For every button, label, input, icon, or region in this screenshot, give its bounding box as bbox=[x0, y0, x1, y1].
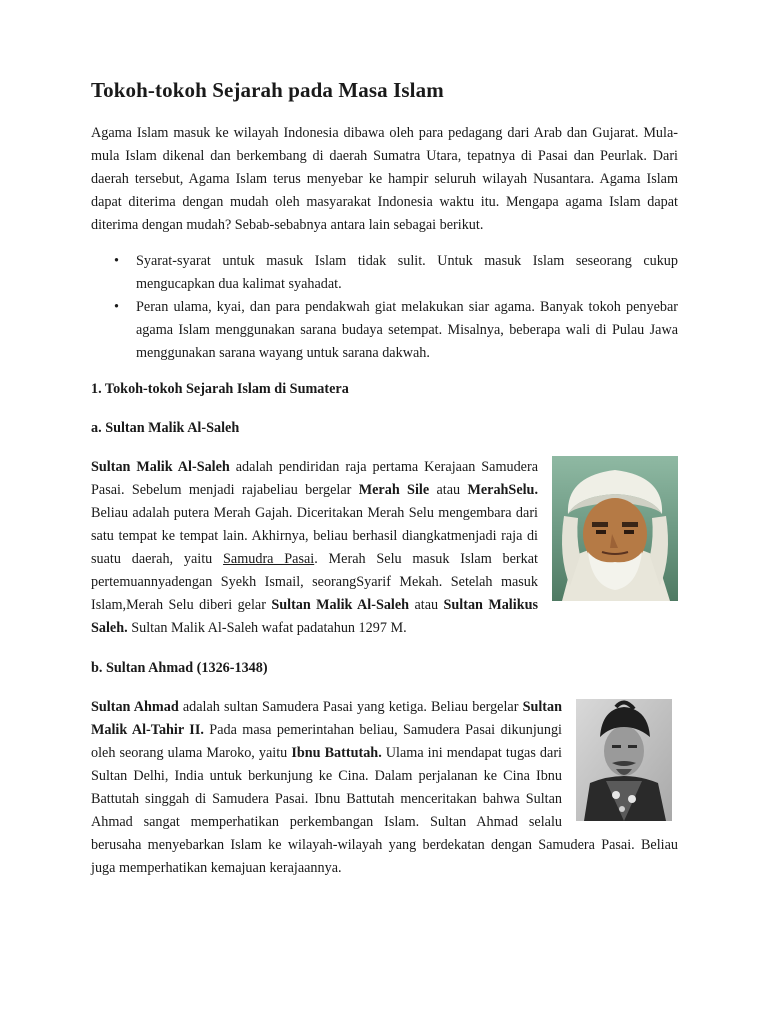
text-span: Ulama ini mendapat tugas dari Sultan Delhi, India untuk berkunjung ke Cina. Dalam perjalanan ke Cina Ibnu Battutah singgah di Samudera Pasai. Ibnu Battutah menceritakan bahwa Sultan Ahmad sangat memperhatikan perkembangan Islam. Sultan Ahmad selalu berusaha menyebarkan Islam ke wilayah-wilayah yang berdekatan dengan Samudera Pasai. Beliau juga memperhatikan kemajuan kerajaannya. bbox=[91, 745, 678, 876]
list-item: • Peran ulama, kyai, dan para pendakwah giat melakukan siar agama. Banyak tokoh penyebar agama Islam menggunakan sarana budaya setempat. Misalnya, beberapa wali di Pulau Jawa menggunakan sarana wayang untuk sarana dakwah. bbox=[136, 296, 678, 365]
subsection-heading-malik-al-saleh: a. Sultan Malik Al-Saleh bbox=[91, 420, 240, 436]
section-heading: 1. Tokoh-tokoh Sejarah Islam di Sumatera bbox=[91, 381, 349, 397]
text-span: atau bbox=[429, 482, 468, 498]
text-span: Pada masa pemerintahan beliau, Samudera Pasai dikunjungi oleh seorang ulama Maroko, yaitu bbox=[91, 722, 562, 761]
malik-al-saleh-paragraph bbox=[91, 456, 678, 640]
text-span: Beliau adalah putera Merah Gajah. Diceritakan Merah Selu mengembara dari satu tempat ke tempat lain. Akhirnya, beliau berhasil diangkatmenjadi raja di suatu daerah, yaitu bbox=[91, 505, 538, 567]
text-span: Sultan Malik Al-Saleh wafat padatahun 1297 M. bbox=[127, 620, 407, 636]
list-item: • Syarat-syarat untuk masuk Islam tidak sulit. Untuk masuk Islam seseorang cukup mengucapkan dua kalimat syahadat. bbox=[136, 250, 678, 296]
portrait-malik-al-saleh bbox=[552, 456, 678, 601]
bold-name: Merah Sile bbox=[358, 482, 430, 498]
text-span: . Merah Selu masuk Islam berkat pertemuannyadengan Syekh Ismail, seorangSyarif Mekah. Setelah masuk Islam,Merah Selu diberi gelar bbox=[91, 551, 538, 613]
bold-name: Sultan Ahmad bbox=[91, 699, 179, 715]
underlined-place: Samudra Pasai bbox=[223, 551, 315, 567]
reasons-list bbox=[91, 250, 678, 365]
portrait-sultan-ahmad bbox=[576, 699, 672, 821]
bold-name: Sultan Malik Al-Saleh bbox=[91, 459, 230, 475]
text-span: adalah pendiridan raja pertama Kerajaan Samudera Pasai. Sebelum menjadi rajabeliau bergelar bbox=[91, 459, 538, 498]
bold-name: MerahSelu. bbox=[467, 482, 538, 498]
bold-name: Ibnu Battutah. bbox=[291, 745, 382, 761]
bold-name: Sultan Malikus Saleh. bbox=[91, 597, 538, 636]
subsection-heading-sultan-ahmad: b. Sultan Ahmad (1326-1348) bbox=[91, 660, 268, 676]
document-page bbox=[91, 76, 678, 880]
page-title: Tokoh-tokoh Sejarah pada Masa Islam bbox=[91, 78, 444, 102]
text-span: adalah sultan Samudera Pasai yang ketiga. Beliau bergelar bbox=[178, 699, 523, 715]
bold-name: Sultan Malik Al-Tahir II. bbox=[91, 699, 563, 738]
bold-name: Sultan Malik Al-Saleh bbox=[271, 597, 410, 613]
text-span: atau bbox=[409, 597, 444, 613]
intro-paragraph: Agama Islam masuk ke wilayah Indonesia dibawa oleh para pedagang dari Arab dan Gujarat. Mula-mula Islam dikenal dan berkembang di daerah Sumatra Utara, tepatnya di Pasai dan Peurlak. Dari daerah tersebut, Agama Islam terus menyebar ke hampir seluruh wilayah Nusantara. Agama Islam dapat diterima dengan mudah oleh masyarakat Indonesia waktu itu. Mengapa agama Islam dapat diterima dengan mudah? Sebab-sebabnya antara lain sebagai berikut. bbox=[91, 125, 678, 233]
sultan-ahmad-paragraph bbox=[91, 696, 678, 880]
